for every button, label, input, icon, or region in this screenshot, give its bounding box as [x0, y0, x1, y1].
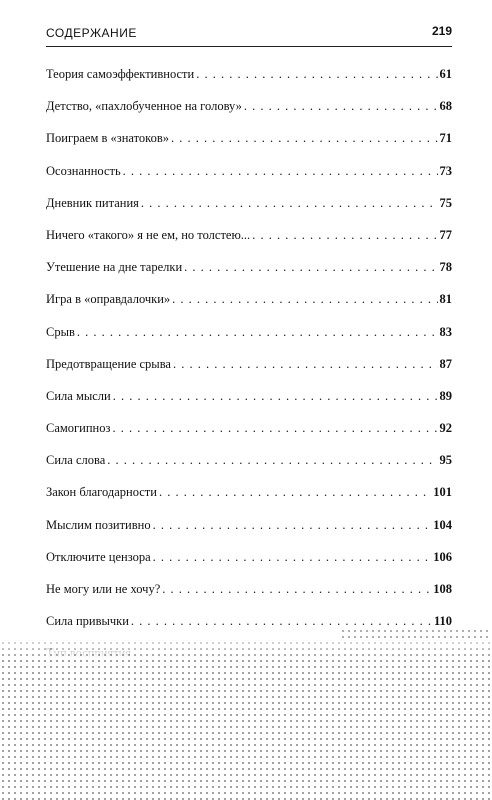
leader-dots	[159, 484, 431, 500]
toc-entry[interactable]	[46, 98, 452, 130]
leader-dots	[77, 324, 438, 340]
toc-entry-page: 71	[439, 131, 452, 146]
leader-dots	[252, 227, 437, 243]
leader-dots	[196, 66, 437, 82]
toc-entry[interactable]	[46, 66, 452, 98]
toc-entry-title: Теория самоэффективности	[46, 67, 195, 81]
leader-dots	[173, 356, 438, 372]
leader-dots	[153, 517, 432, 533]
toc-entry-title: Осознанность	[46, 163, 121, 178]
toc-entry-title: Игра в «оправдалочки»	[46, 292, 171, 307]
toc-entry[interactable]	[46, 259, 452, 291]
toc-entry-title: Срыв	[46, 324, 75, 339]
toc-entry-page: 83	[439, 324, 452, 339]
toc-entry[interactable]	[46, 420, 452, 452]
leader-dots	[171, 130, 438, 146]
running-header	[46, 24, 452, 46]
toc-entry-title: Детство, «пахлобученное на голову»	[46, 99, 242, 114]
toc-entry-title: Предотвращение срыва	[46, 356, 171, 371]
toc-entry[interactable]	[46, 484, 452, 516]
toc-entry-title: Не могу или не хочу?	[46, 582, 161, 596]
leader-dots	[123, 163, 438, 179]
toc-entry-title: Ничего «такого» я не ем, но толстею...	[46, 227, 251, 242]
toc-entry-page: 75	[439, 195, 452, 210]
toc-entry-page: 87	[439, 356, 452, 371]
table-of-contents	[46, 66, 452, 678]
leader-dots	[153, 549, 432, 565]
toc-entry-page: 61	[439, 67, 452, 81]
leader-dots	[107, 452, 437, 468]
toc-entry-page: 106	[433, 549, 452, 564]
toc-entry-page: 68	[439, 99, 452, 114]
header-rule	[46, 46, 452, 47]
leader-dots	[172, 291, 437, 307]
toc-entry-page: 101	[433, 485, 452, 500]
toc-entry[interactable]	[46, 388, 452, 420]
toc-entry[interactable]	[46, 356, 452, 388]
toc-entry-title: Сила привычки	[46, 614, 129, 629]
toc-entry-title: Дневник питания	[46, 195, 139, 210]
toc-entry[interactable]	[46, 517, 452, 549]
toc-entry[interactable]	[46, 549, 452, 581]
toc-entry-title: Сила мысли	[46, 388, 111, 403]
leader-dots	[184, 259, 437, 275]
toc-entry[interactable]	[46, 227, 452, 259]
toc-entry-title: Сила слова	[46, 453, 106, 468]
section-title: СОДЕРЖАНИЕ	[46, 26, 137, 40]
cutoff-dot-pattern	[0, 640, 492, 800]
toc-entry-page: 108	[433, 582, 452, 596]
toc-entry-page: 73	[439, 163, 452, 178]
page-number: 219	[431, 24, 452, 38]
toc-entry[interactable]	[46, 291, 452, 323]
toc-entry[interactable]	[46, 581, 452, 613]
toc-entry[interactable]	[46, 130, 452, 162]
toc-entry-page: 89	[439, 388, 452, 403]
toc-entry-page: 81	[439, 292, 452, 307]
toc-entry-page: 77	[439, 227, 452, 242]
leader-dots	[113, 388, 438, 404]
toc-entry-page: 110	[433, 614, 452, 629]
toc-entry-page: 92	[439, 421, 452, 436]
toc-entry-page: 78	[439, 260, 452, 275]
leader-dots	[112, 420, 437, 436]
toc-entry[interactable]	[46, 195, 452, 227]
toc-entry-page: 95	[439, 453, 452, 468]
toc-entry-title: Утешение на дне тарелки	[46, 260, 183, 275]
toc-entry-page: 104	[433, 517, 452, 532]
toc-entry-title: Самогипноз	[46, 421, 111, 436]
leader-dots	[162, 581, 431, 597]
toc-entry-title: Мыслим позитивно	[46, 517, 151, 532]
toc-entry[interactable]	[46, 163, 452, 195]
toc-entry[interactable]	[46, 452, 452, 484]
leader-dots	[141, 195, 438, 211]
toc-entry[interactable]	[46, 324, 452, 356]
toc-entry-title: Закон благодарности	[46, 485, 157, 500]
leader-dots	[244, 98, 438, 114]
toc-entry-title: Отключите цензора	[46, 549, 151, 564]
leader-dots	[131, 613, 432, 629]
toc-entry-title: Поиграем в «знатоков»	[46, 131, 169, 146]
